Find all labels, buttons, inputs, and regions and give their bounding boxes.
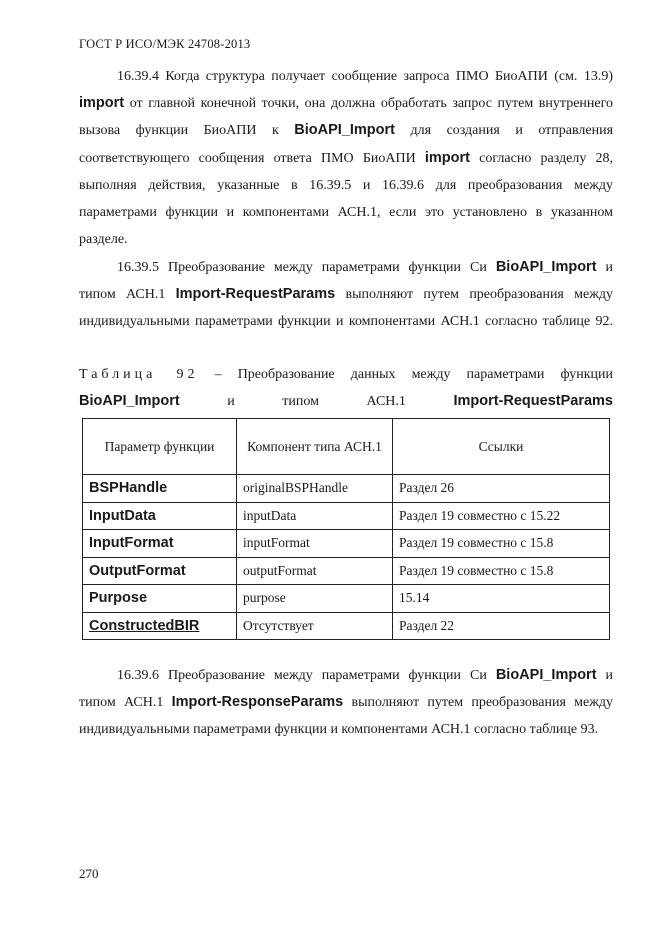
- text: от главной конечной точки, она должна обработать запрос путем внутреннего вызова функции БиоАПИ к: [79, 96, 613, 139]
- header-cell: Ссылки: [393, 419, 610, 475]
- term-bioapi-import: BioAPI_Import: [495, 667, 597, 683]
- reference-cell: Раздел 19 совместно с 15.8: [393, 557, 610, 585]
- paragraph-16-39-5: [79, 254, 613, 336]
- text: выполняют путем преобразования между индивидуальными параметрами функции и компонентами АСН.1 согласно таблице 93.: [79, 695, 614, 738]
- param-cell: Purpose: [83, 585, 237, 613]
- reference-cell: Раздел 26: [393, 475, 610, 503]
- table-header-row: [83, 419, 610, 475]
- term-bioapi-import: BioAPI_Import: [495, 259, 597, 275]
- text: 16.39.4 Когда структура получает сообщение запроса ПМО БиоАПИ (см. 13.9): [117, 69, 613, 84]
- paragraph-16-39-6: [79, 662, 613, 744]
- text: 16.39.5 Преобразование между параметрами функции Си: [117, 260, 487, 275]
- reference-cell: Раздел 19 совместно с 15.8: [393, 530, 610, 558]
- component-cell: inputData: [237, 502, 393, 530]
- param-cell: InputFormat: [83, 530, 237, 558]
- term-bioapi-import: BioAPI_Import: [79, 393, 180, 409]
- component-cell: Отсутствует: [237, 612, 393, 640]
- table-row: [83, 612, 610, 640]
- table-row: [83, 557, 610, 585]
- param-cell: BSPHandle: [83, 475, 237, 503]
- table-row: [83, 475, 610, 503]
- text: и типом АСН.1: [79, 260, 614, 303]
- component-cell: purpose: [237, 585, 393, 613]
- text: – Преобразование данных между параметрами функции: [214, 367, 613, 382]
- term-import: import: [79, 95, 125, 112]
- text: 16.39.6 Преобразование между параметрами функции Си: [117, 668, 487, 683]
- term-bioapi-import: BioAPI_Import: [294, 122, 395, 139]
- text: согласно разделу 28, выполняя действия, указанные в 16.39.5 и 16.39.6 для преобразования между параметрами функции и компонентами АСН.1, если это установлено в указанном разделе.: [79, 150, 614, 248]
- table-row: [83, 585, 610, 613]
- reference-cell: 15.14: [393, 585, 610, 613]
- param-cell: InputData: [83, 502, 237, 530]
- caption-label: Таблица 92: [79, 367, 199, 382]
- page-number: 270: [79, 866, 99, 881]
- component-cell: outputFormat: [237, 557, 393, 585]
- table-row: [83, 502, 610, 530]
- paragraph-16-39-4: [79, 63, 613, 253]
- text: и типом АСН.1: [227, 394, 406, 409]
- text: для создания и отправления соответствующего сообщения ответа ПМО БиоАПИ: [79, 123, 614, 166]
- term-import-requestparams: Import-RequestParams: [175, 286, 336, 303]
- reference-cell: Раздел 19 совместно с 15.22: [393, 502, 610, 530]
- text: и типом АСН.1: [79, 668, 614, 711]
- component-cell: originalBSPHandle: [237, 475, 393, 503]
- document-header: ГОСТ Р ИСО/МЭК 24708-2013: [79, 37, 251, 51]
- reference-cell: Раздел 22: [393, 612, 610, 640]
- param-cell: ConstructedBIR: [83, 612, 237, 640]
- param-cell: OutputFormat: [83, 557, 237, 585]
- term-import-responseparams: Import-ResponseParams: [171, 694, 344, 711]
- header-cell: Компонент типа АСН.1: [237, 419, 393, 475]
- term-import-requestparams: Import-RequestParams: [453, 393, 613, 409]
- table-92: [82, 418, 610, 640]
- term-import: import: [424, 149, 470, 166]
- header-cell: Параметр функции: [83, 419, 237, 475]
- text: выполняют путем преобразования между индивидуальными параметрами функции и компонентами АСН.1 согласно таблице 92.: [79, 287, 614, 330]
- table-caption: [79, 361, 613, 415]
- table-row: [83, 530, 610, 558]
- component-cell: inputFormat: [237, 530, 393, 558]
